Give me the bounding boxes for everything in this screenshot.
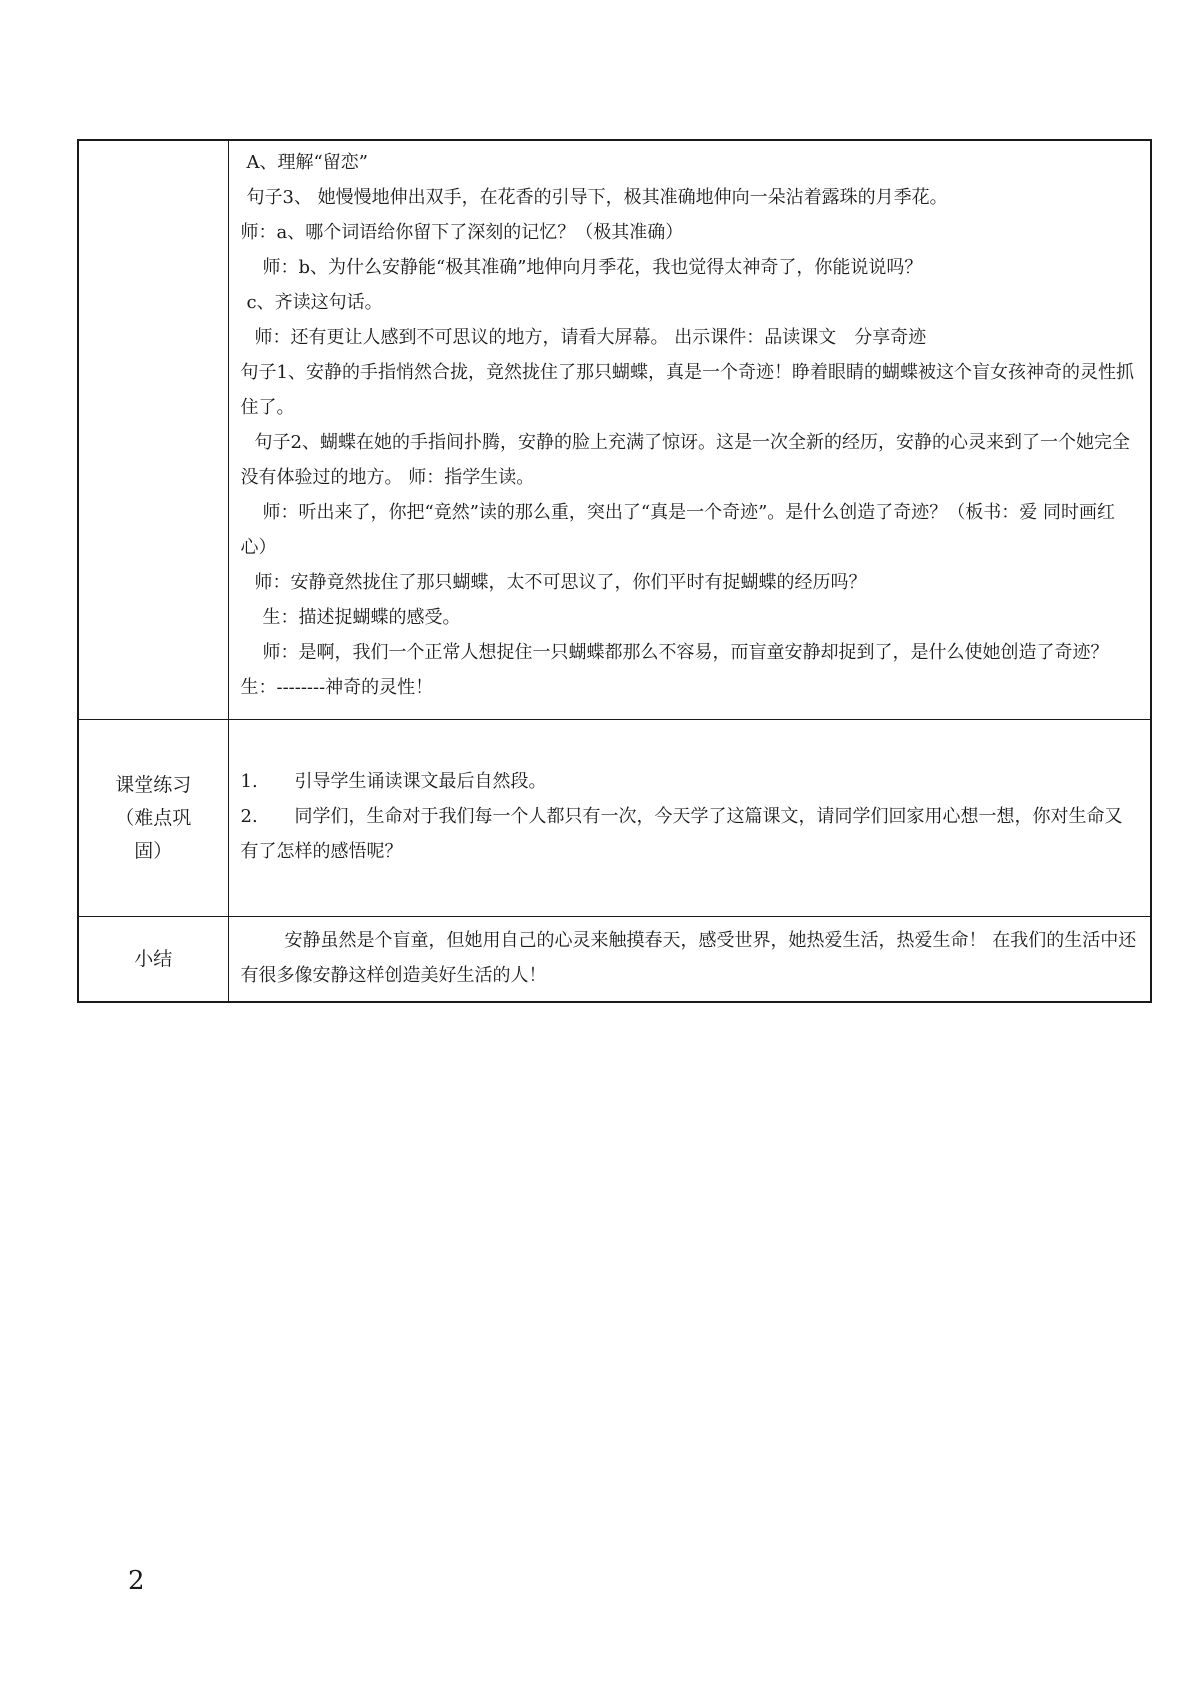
summary-content-cell	[228, 917, 1151, 1003]
procedure-line: 句子2、蝴蝶在她的手指间扑腾，安静的脸上充满了惊讶。这是一次全新的经历，安静的心灵来到了一个她完全没有体验过的地方。 师：指学生读。	[240, 432, 1130, 488]
practice-row	[78, 720, 1151, 917]
procedure-line: A、理解“留恋”	[246, 152, 368, 173]
practice-item-text: 引导学生诵读课文最后自然段。	[294, 771, 547, 792]
practice-content-cell	[228, 720, 1151, 917]
summary-label-cell	[78, 917, 228, 1003]
practice-item	[241, 799, 1141, 869]
procedure-line: 师：听出来了，你把“竟然”读的那么重，突出了“真是一个奇迹”。是什么创造了奇迹？（板书：爱 同时画红心）	[240, 502, 1116, 558]
practice-item-text: 同学们，生命对于我们每一个人都只有一次，今天学了这篇课文，请同学们回家用心想一想，你对生命又有了怎样的感悟呢？	[240, 806, 1123, 862]
summary-text: 安静虽然是个盲童，但她用自己的心灵来触摸春天，感受世界，她热爱生活，热爱生命！ 在我们的生活中还有很多像安静这样创造美好生活的人！	[240, 930, 1137, 986]
procedure-line: 生：描述捉蝴蝶的感受。	[262, 607, 461, 628]
procedure-row	[78, 140, 1151, 720]
page-number: 2	[128, 1566, 145, 1596]
procedure-content-cell	[228, 140, 1151, 720]
summary-label: 小结	[134, 947, 173, 970]
procedure-line: 师：安静竟然拢住了那只蝴蝶，太不可思议了，你们平时有捉蝴蝶的经历吗？	[254, 572, 867, 593]
summary-row	[78, 917, 1151, 1003]
procedure-line: 句子3、 她慢慢地伸出双手，在花香的引导下，极其准确地伸向一朵沾着露珠的月季花。	[246, 187, 948, 208]
practice-item-number: 1.	[240, 771, 258, 792]
procedure-line: 师：b、为什么安静能“极其准确”地伸向月季花，我也觉得太神奇了，你能说说吗？	[262, 257, 923, 278]
practice-label-cell	[78, 720, 228, 917]
practice-label-line: 固）	[134, 839, 173, 862]
lesson-plan-table	[77, 139, 1152, 1003]
procedure-line: 句子1、安静的手指悄然合拢，竟然拢住了那只蝴蝶，真是一个奇迹！睁着眼睛的蝴蝶被这个盲女孩神奇的灵性抓住了。	[240, 362, 1134, 418]
practice-label-line: 课堂练习	[115, 773, 192, 796]
practice-item	[241, 764, 1141, 799]
practice-item-number: 2.	[240, 806, 258, 827]
procedure-line: 师：是啊，我们一个正常人想捉住一只蝴蝶都那么不容易，而盲童安静却捉到了，是什么使她创造了奇迹？ 生：--------神奇的灵性！	[240, 642, 1109, 698]
procedure-label-cell	[78, 140, 228, 720]
procedure-line: 师：a、哪个词语给你留下了深刻的记忆？（极其准确）	[240, 222, 684, 243]
procedure-line: 师：还有更让人感到不可思议的地方，请看大屏幕。 出示课件：品读课文 分享奇迹	[254, 327, 927, 348]
procedure-line: c、齐读这句话。	[246, 292, 383, 313]
practice-label-line: （难点巩	[115, 806, 192, 829]
